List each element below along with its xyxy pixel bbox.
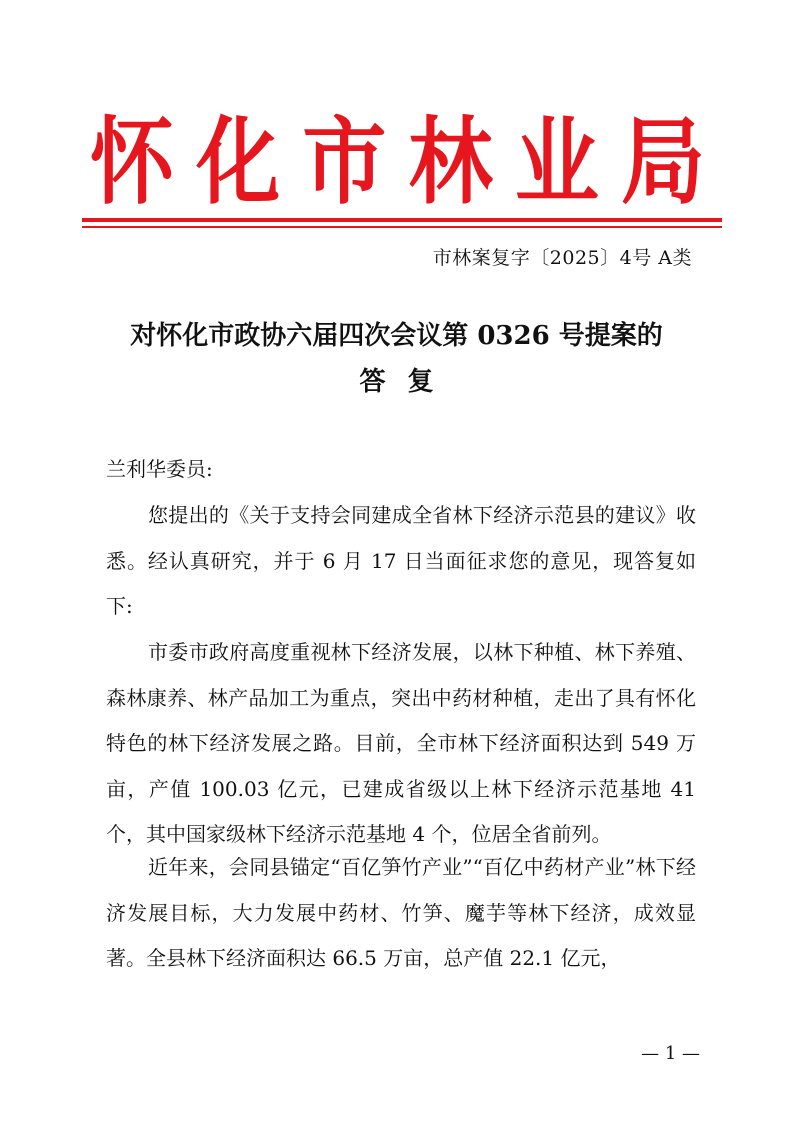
letterhead-char: 业 — [514, 107, 599, 217]
letterhead-char: 局 — [620, 107, 705, 217]
letterhead-title — [90, 107, 705, 217]
document-title-line-1: 对怀化市政协六届四次会议第 0326 号提案的 — [130, 321, 663, 351]
letterhead-char: 市 — [302, 107, 387, 217]
letterhead-char: 化 — [196, 107, 281, 217]
paragraph: 近年来，会同县锚定“百亿笋竹产业”“百亿中药材产业”林下经济发展目标，大力发展中药材、竹笋、魔芋等林下经济，成效显著。全县林下经济面积达 66.5 万亩，总产值 22.1 亿元， — [106, 855, 696, 970]
document-number: 市林案复字〔2025〕4号 A类 — [432, 247, 692, 269]
letterhead-char: 林 — [408, 107, 493, 217]
letterhead-char: 怀 — [90, 107, 175, 217]
paragraph: 您提出的《关于支持会同建成全省林下经济示范县的建议》收悉。经认真研究，并于 6 月 17 日当面征求您的意见，现答复如下: — [106, 503, 696, 618]
document-title-line-2: 答复 — [359, 367, 456, 397]
paragraph: 市委市政府高度重视林下经济发展，以林下种植、林下养殖、森林康养、林产品加工为重点，突出中药材种植，走出了具有怀化特色的林下经济发展之路。目前，全市林下经济面积达到 549 万亩，产值 100.03 亿元，已建成省级以上林下经济示范基地 41 个，其中国家级林下经济示范基地 4 个，位居全省前列。 — [106, 640, 696, 846]
letterhead-rule-thick — [82, 218, 722, 222]
letterhead-rule-thin — [82, 226, 722, 228]
salutation: 兰利华委员: — [106, 457, 213, 481]
page-number: — 1 — — [641, 1043, 700, 1064]
